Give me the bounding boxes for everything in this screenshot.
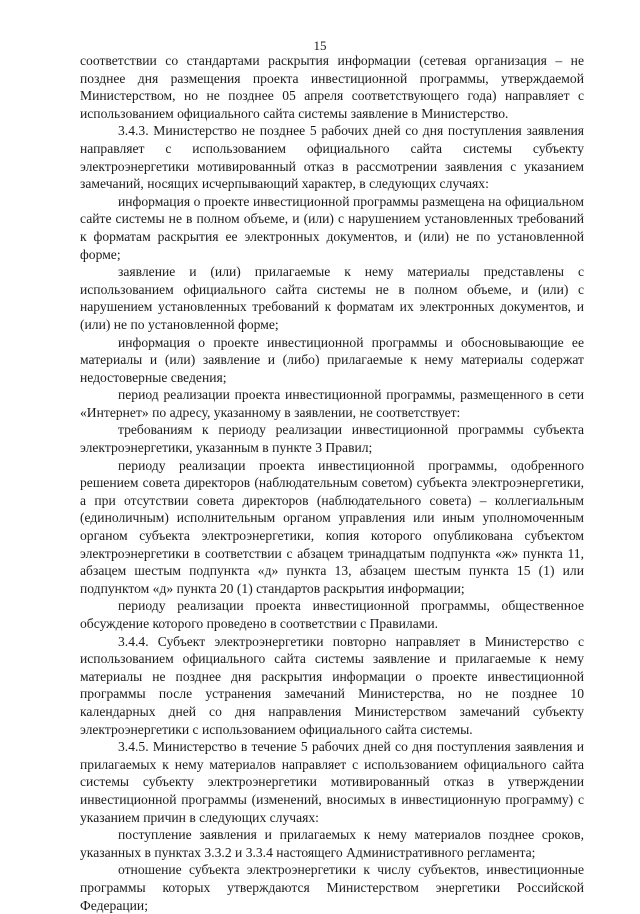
paragraph-list-item: информация о проекте инвестиционной программы размещена на официальном сайте системы не в полном объеме, и (или) с нарушением установленных требований к форматам раскрытия ее электронных документов, и (или) не по установленной форме; — [80, 193, 584, 262]
paragraph-list-item: требованиям к периоду реализации инвестиционной программы субъекта электроэнергетики, указанным в пункте 3 Правил; — [80, 422, 584, 456]
paragraph-list-item: периоду реализации проекта инвестиционной программы, одобренного решением совета директоров (наблюдательным советом) субъекта электроэнергетики, а при отсутствии совета директоров (наблюдательного совета) – коллегиальным (единоличным) исполнительным органом управления или иным уполномоченным органом субъекта электроэнергетики, копия которого опубликована субъектом электроэнергетики в соответствии с абзацем тринадцатым подпункта «ж» пункта 11, абзацем шестым подпункта «д» пункта 13, абзацем шестым пункта 15 (1) или подпунктом «д» пункта 20 (1) стандартов раскрытия информации; — [80, 457, 584, 596]
paragraph-list-item: период реализации проекта инвестиционной программы, размещенного в сети «Интернет» по адресу, указанному в заявлении, не соответствует: — [80, 387, 584, 420]
paragraph-list-item: поступление заявления и прилагаемых к нему материалов позднее сроков, указанных в пунктах 3.3.2 и 3.3.4 настоящего Административного регламента; — [80, 827, 584, 860]
paragraph-3-4-5: 3.4.5. Министерство в течение 5 рабочих дней со дня поступления заявления и прилагаемых к нему материалов направляет с использованием официального сайта системы субъекту электроэнергетики мотивированный отказ в утверждении инвестиционной программы (изменений, вносимых в инвестиционную программу) с указанием причин в следующих случаях: — [80, 739, 584, 825]
paragraph-list-item: заявление и (или) прилагаемые к нему материалы представлены с использованием официального сайта системы не в полном объеме, и (или) с нарушением установленных требований к форматам их электронных документов, и (или) не по установленной форме; — [80, 264, 584, 332]
paragraph-3-4-3: 3.4.3. Министерство не позднее 5 рабочих дней со дня поступления заявления направляет с использованием официального сайта системы субъекту электроэнергетики мотивированный отказ в рассмотрении заявления с указанием замечаний, носящих исчерпывающий характер, в следующих случаях: — [80, 123, 584, 192]
paragraph-list-item: отношение субъекта электроэнергетики к числу субъектов, инвестиционные программы которых утверждаются Министерством энергетики Российской Федерации; — [80, 862, 584, 913]
page-number: 15 — [313, 38, 327, 53]
paragraph-3-4-4: 3.4.4. Субъект электроэнергетики повторно направляет в Министерство с использованием официального сайта системы заявление и прилагаемые к нему материалы не позднее дня раскрытия информации о проекте инвестиционной программы после устранения замечаний Министерства, но не позднее 10 календарных дней со дня направления Министерством замечаний субъекту электроэнергетики с использованием официального сайта системы. — [80, 633, 584, 737]
paragraph-list-item: периоду реализации проекта инвестиционной программы, общественное обсуждение которого проведено в соответствии с Правилами. — [80, 598, 584, 631]
document-body — [80, 52, 584, 914]
paragraph-continuation: соответствии со стандартами раскрытия информации (сетевая организация – не позднее дня размещения проекта инвестиционной программы, утверждаемой Министерством, но не позднее 05 апреля соответствующего года) направляет с использованием официального сайта системы заявление в Министерство. — [80, 53, 584, 121]
paragraph-list-item: информация о проекте инвестиционной программы и обосновывающие ее материалы и (или) заявление и (либо) прилагаемые к нему материалы содержат недостоверные сведения; — [80, 334, 584, 385]
